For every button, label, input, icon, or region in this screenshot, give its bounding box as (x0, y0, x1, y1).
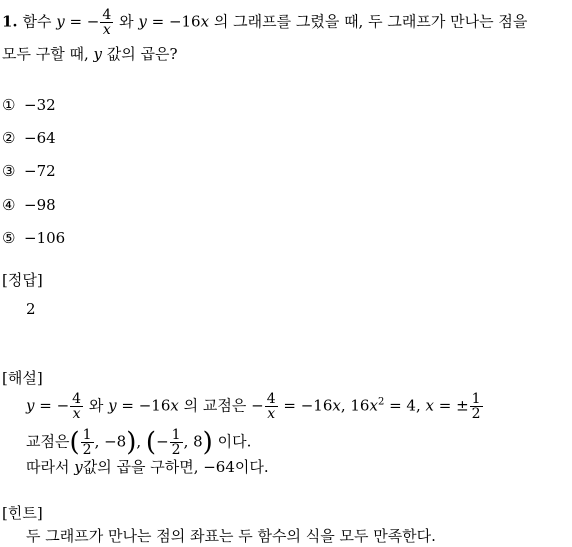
explanation-line-1 (26, 392, 484, 421)
frac-num: 4 (72, 391, 82, 407)
option-mark: ⑤ (2, 229, 16, 247)
option-mark: ② (2, 129, 16, 147)
option-5 (2, 229, 65, 247)
math-text: = −16 (116, 396, 171, 415)
option-value: −106 (24, 229, 66, 247)
explanation-text: 따라서 (26, 458, 75, 476)
option-4 (2, 196, 56, 214)
fraction (470, 392, 483, 421)
math-text: , 16 (340, 396, 370, 415)
frac-den: 2 (82, 442, 92, 458)
fraction (265, 392, 278, 421)
option-value: −32 (24, 96, 56, 114)
option-mark: ③ (2, 162, 16, 180)
option-mark: ④ (2, 196, 16, 214)
math-text: = ± (433, 396, 469, 415)
answer-value: 2 (26, 300, 36, 318)
math-text: = −16 (146, 12, 201, 31)
math-var: x (72, 406, 81, 422)
explanation-text: 이다. (212, 432, 252, 451)
frac-den (100, 23, 113, 37)
math-var: x (332, 396, 341, 415)
math-var: y (26, 396, 35, 415)
option-3 (2, 162, 56, 180)
explanation-line-2 (26, 428, 251, 457)
explanation-text: 의 교점은 − (178, 396, 264, 415)
explanation-text: 와 (84, 396, 109, 415)
option-value: −64 (24, 129, 56, 147)
frac-den: 2 (171, 442, 181, 458)
math-var: x (102, 22, 111, 38)
hint-label: [힌트] (2, 504, 43, 522)
question-number: 1. (2, 12, 18, 31)
math-var: x (369, 396, 378, 415)
paren: ( (145, 427, 157, 458)
question-text: 함수 (22, 12, 52, 31)
fraction (70, 392, 83, 421)
frac-den (70, 407, 83, 421)
math-var: y (74, 458, 83, 476)
frac-den (265, 407, 278, 421)
paren: ( (69, 427, 80, 458)
answer-label: [정답] (2, 271, 43, 289)
math-text: − (156, 432, 169, 451)
frac-num: 4 (102, 7, 112, 23)
math-var: x (267, 406, 276, 422)
math-text: , −8 (94, 432, 127, 451)
math-var: y (56, 12, 65, 31)
frac-num: 4 (266, 391, 276, 407)
math-var: x (425, 396, 434, 415)
math-text: = − (64, 12, 100, 31)
option-value: −72 (24, 162, 56, 180)
paren: ) (126, 427, 137, 458)
math-var: y (93, 45, 103, 63)
fraction (170, 428, 183, 457)
math-var: y (108, 396, 117, 415)
paren: ) (202, 427, 213, 458)
question-line-2 (2, 44, 178, 64)
question-text: 의 그래프를 그렸을 때, 두 그래프가 만나는 점을 (209, 12, 528, 31)
option-mark: ① (2, 96, 16, 114)
explanation-label: [해설] (2, 369, 43, 387)
frac-num: 1 (171, 427, 181, 443)
explanation-text: 교점은 (26, 432, 70, 451)
frac-num: 1 (471, 391, 481, 407)
question-line-1 (2, 8, 527, 37)
option-1 (2, 96, 56, 114)
fraction (100, 8, 113, 37)
question-text: 모두 구할 때, (2, 45, 89, 63)
math-text: = −16 (278, 396, 333, 415)
explanation-text: 값의 곱을 구하면, −64이다. (82, 458, 269, 476)
option-2 (2, 129, 56, 147)
question-text: 값의 곱은? (102, 45, 178, 63)
math-text: = 4, (384, 396, 426, 415)
frac-den: 2 (471, 406, 481, 422)
math-var: x (170, 396, 179, 415)
option-value: −98 (24, 196, 56, 214)
math-var: x (200, 12, 210, 31)
fraction (81, 428, 94, 457)
explanation-line-3 (26, 457, 269, 477)
math-text: = − (34, 396, 70, 415)
math-sup: 2 (377, 396, 385, 408)
math-text: , 8 (183, 432, 203, 451)
math-text: , (136, 432, 146, 451)
hint-text: 두 그래프가 만나는 점의 좌표는 두 함수의 식을 모두 만족한다. (26, 527, 436, 545)
question-text: 와 (114, 12, 134, 31)
frac-num: 1 (82, 427, 92, 443)
math-var: y (138, 12, 147, 31)
